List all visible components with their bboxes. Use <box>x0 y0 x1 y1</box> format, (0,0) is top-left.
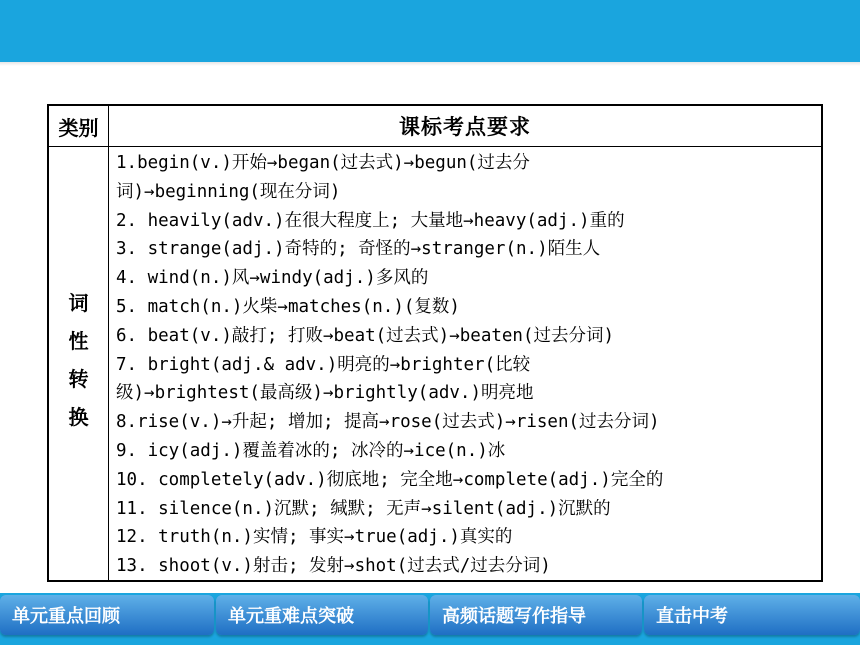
list-item: 级)→brightest(最高级)→brightly(adv.)明亮地 <box>116 383 534 404</box>
list-item: 12. truth(n.)实情; 事实→true(adj.)真实的 <box>116 527 513 548</box>
list-item: 6. beat(v.)敲打; 打败→beat(过去式)→beaten(过去分词) <box>116 325 615 346</box>
bottom-nav-bar <box>0 593 860 645</box>
tab-writing-guide[interactable]: 高频话题写作指导 <box>430 595 642 635</box>
list-item: 5. match(n.)火柴→matches(n.)(复数) <box>116 296 460 317</box>
header-category: 类别 <box>58 115 99 140</box>
category-char: 性 <box>68 329 89 353</box>
top-banner-shadow <box>0 62 860 66</box>
category-char: 换 <box>68 405 89 429</box>
list-item: 词)→beginning(现在分词) <box>116 181 341 202</box>
header-divider <box>49 146 821 147</box>
category-label <box>49 284 108 436</box>
tab-key-difficulties[interactable]: 单元重难点突破 <box>216 595 428 635</box>
list-item: 7. bright(adj.& adv.)明亮的→brighter(比较 <box>116 354 531 375</box>
header-requirements: 课标考点要求 <box>399 115 531 139</box>
list-item: 10. completely(adv.)彻底地; 完全地→complete(adj.)完全的 <box>116 469 664 490</box>
word-forms-list <box>116 149 819 581</box>
list-item: 1.begin(v.)开始→began(过去式)→begun(过去分 <box>116 153 530 173</box>
list-item: 11. silence(n.)沉默; 缄默; 无声→silent(adj.)沉默的 <box>116 498 611 519</box>
tab-unit-review[interactable]: 单元重点回顾 <box>0 595 214 635</box>
tab-exam-focus[interactable]: 直击中考 <box>644 595 860 635</box>
list-item: 2. heavily(adv.)在很大程度上; 大量地→heavy(adj.)重的 <box>116 210 625 231</box>
category-char: 词 <box>68 291 89 315</box>
list-item: 8.rise(v.)→升起; 增加; 提高→rose(过去式)→risen(过去分词) <box>116 412 660 433</box>
list-item: 9. icy(adj.)覆盖着冰的; 冰冷的→ice(n.)冰 <box>116 440 506 461</box>
top-banner <box>0 0 860 62</box>
requirements-table <box>47 104 823 582</box>
category-char: 转 <box>68 367 89 391</box>
list-item: 4. wind(n.)风→windy(adj.)多风的 <box>116 268 429 289</box>
column-divider <box>108 106 109 580</box>
list-item: 13. shoot(v.)射击; 发射→shot(过去式/过去分词) <box>116 556 551 577</box>
list-item: 3. strange(adj.)奇特的; 奇怪的→stranger(n.)陌生人 <box>116 239 601 260</box>
